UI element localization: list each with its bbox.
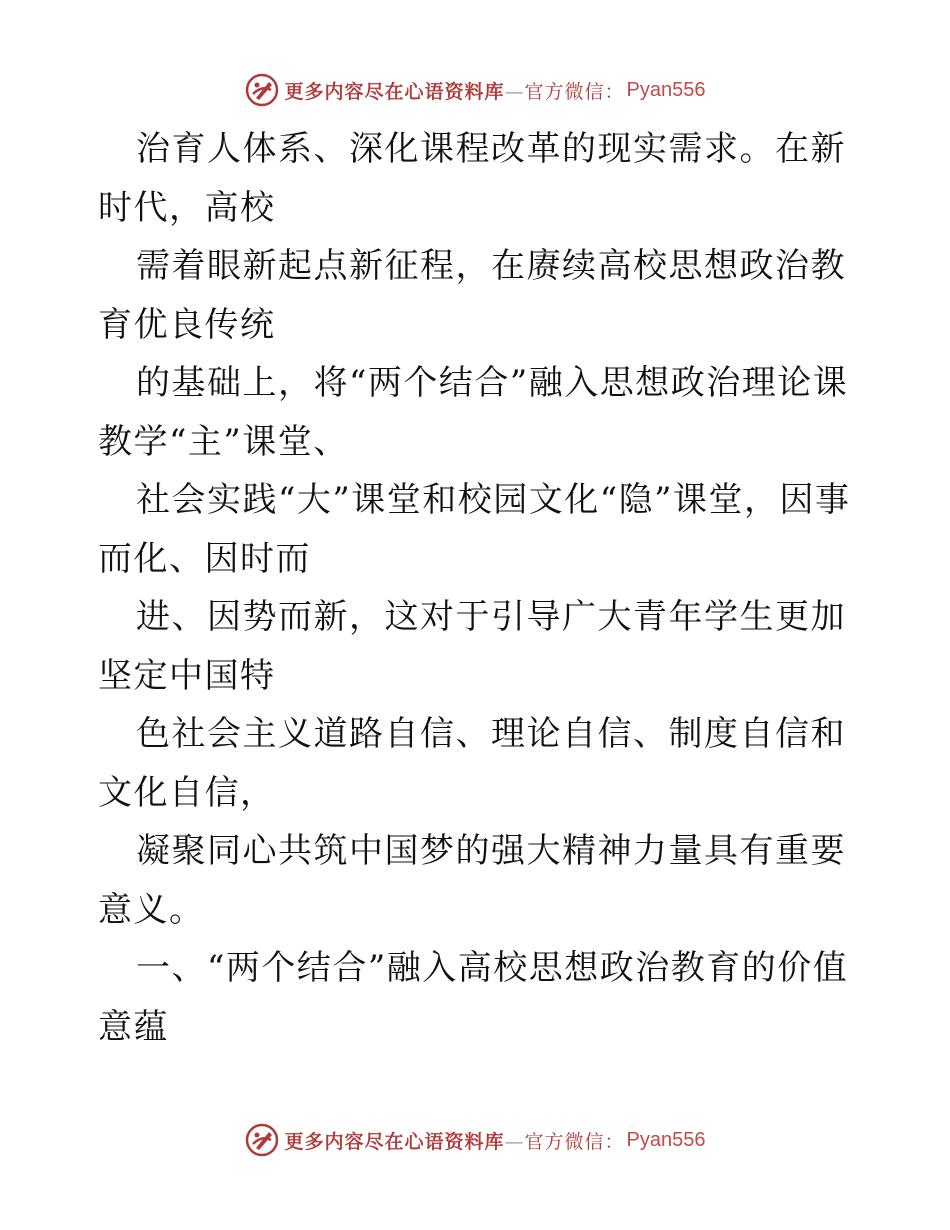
banner-wechat-label: 官方微信： <box>524 1130 625 1153</box>
banner-text <box>285 1127 625 1154</box>
paragraph: 进、因势而新，这对于引导广大青年学生更加坚定中国特 <box>98 597 846 696</box>
paragraph: 社会实践“大”课堂和校园文化“隐”课堂，因事而化、因时而 <box>98 480 851 579</box>
banner-separator: — <box>504 80 525 103</box>
header-banner <box>0 70 950 110</box>
banner-separator: — <box>504 1130 525 1153</box>
paragraph: 凝聚同心共筑中国梦的强大精神力量具有重要意义。 <box>98 831 846 930</box>
section-heading: 一、“两个结合”融入高校思想政治教育的价值意蕴 <box>98 948 849 1047</box>
banner-wechat-id: Pyan556 <box>626 1128 706 1151</box>
banner-wechat-label: 官方微信： <box>524 80 625 103</box>
book-pen-logo-icon <box>245 73 279 107</box>
paragraph: 需着眼新起点新征程，在赓续高校思想政治教育优良传统 <box>98 246 846 345</box>
banner-title: 更多内容尽在心语资料库 <box>284 80 505 103</box>
banner-text <box>285 77 625 104</box>
banner-wechat-id: Pyan556 <box>626 78 706 101</box>
footer-banner <box>0 1120 950 1160</box>
document-body <box>98 120 858 1056</box>
paragraph: 的基础上，将“两个结合”融入思想政治理论课教学“主”课堂、 <box>98 363 849 462</box>
book-pen-logo-icon <box>245 1123 279 1157</box>
paragraph: 色社会主义道路自信、理论自信、制度自信和文化自信， <box>98 714 846 813</box>
paragraph: 治育人体系、深化课程改革的现实需求。在新时代，高校 <box>98 129 846 228</box>
banner-title: 更多内容尽在心语资料库 <box>284 1130 505 1153</box>
